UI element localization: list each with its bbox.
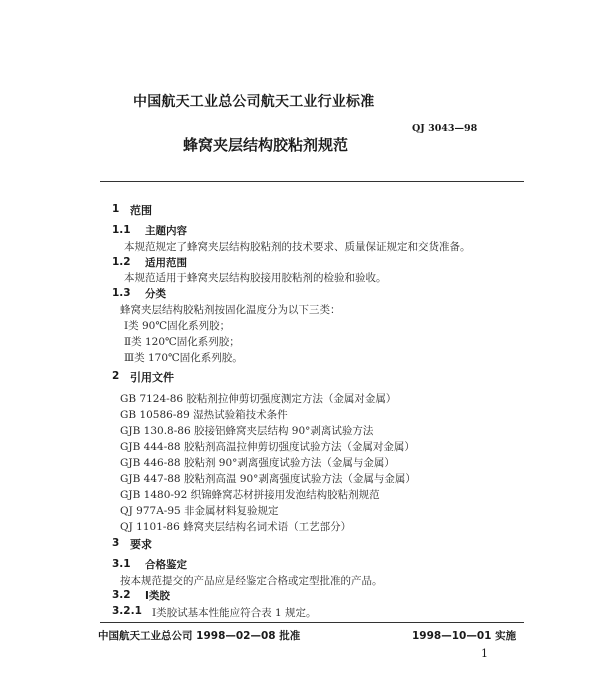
section-title-scope: 范围 bbox=[130, 204, 152, 217]
section-title-applicability: 适用范围 bbox=[145, 257, 187, 269]
paragraph: 按本规范提交的产品应是经鉴定合格或定型批准的产品。 bbox=[120, 575, 383, 587]
section-number: 3.2 bbox=[112, 589, 131, 601]
standard-code: QJ 3043—98 bbox=[412, 123, 478, 134]
paragraph: Ⅰ类胶试基本性能应符合表 1 规定。 bbox=[152, 607, 317, 619]
footer-rule bbox=[100, 622, 524, 623]
approval-line: 中国航天工业总公司 1998—02—08 批准 bbox=[98, 630, 301, 642]
implementation-date: 1998—10—01 实施 bbox=[412, 630, 517, 642]
section-number: 1 bbox=[112, 203, 120, 215]
reference-item: GJB 1480-92 织锦蜂窝芯材拼接用发泡结构胶粘剂规范 bbox=[120, 489, 380, 501]
reference-item: QJ 977A-95 非金属材料复验规定 bbox=[120, 505, 279, 517]
section-title-references: 引用文件 bbox=[130, 371, 174, 384]
section-title-requirements: 要求 bbox=[130, 538, 152, 551]
section-number: 3 bbox=[112, 537, 120, 549]
section-number: 1.3 bbox=[112, 287, 131, 299]
org-title: 中国航天工业总公司航天工业行业标准 bbox=[133, 94, 375, 110]
section-number: 1.1 bbox=[112, 224, 131, 236]
section-title-class-one: Ⅰ类胶 bbox=[145, 590, 170, 602]
reference-item: GJB 447-88 胶粘剂高温 90°剥离强度试验方法（金属与金属） bbox=[120, 473, 416, 485]
reference-item: GJB 130.8-86 胶接铝蜂窝夹层结构 90°剥离试验方法 bbox=[120, 425, 374, 437]
reference-item: GJB 444-88 胶粘剂高温拉伸剪切强度试验方法（金属对金属） bbox=[120, 441, 415, 453]
header-rule bbox=[100, 181, 524, 182]
paragraph: 蜂窝夹层结构胶粘剂按固化温度分为以下三类： bbox=[120, 304, 341, 316]
paragraph: 本规范规定了蜂窝夹层结构胶粘剂的技术要求、质量保证规定和交货准备。 bbox=[124, 241, 471, 253]
section-number: 3.2.1 bbox=[112, 605, 142, 617]
list-item: Ⅱ类 120℃固化系列胶； bbox=[124, 336, 240, 348]
reference-item: GJB 446-88 胶粘剂 90°剥离强度试验方法（金属与金属） bbox=[120, 457, 395, 469]
section-number: 1.2 bbox=[112, 256, 131, 268]
paragraph: 本规范适用于蜂窝夹层结构胶接用胶粘剂的检验和验收。 bbox=[124, 272, 387, 284]
list-item: Ⅰ类 90℃固化系列胶； bbox=[124, 320, 231, 332]
list-item: Ⅲ类 170℃固化系列胶。 bbox=[124, 352, 243, 364]
reference-item: GB 10586-89 湿热试验箱技术条件 bbox=[120, 409, 288, 421]
section-number: 2 bbox=[112, 370, 120, 382]
page-number: 1 bbox=[481, 647, 488, 660]
section-title-qualification: 合格鉴定 bbox=[145, 559, 187, 571]
reference-item: QJ 1101-86 蜂窝夹层结构名词术语（工艺部分） bbox=[120, 521, 352, 533]
reference-item: GB 7124-86 胶粘剂拉伸剪切强度测定方法（金属对金属） bbox=[120, 393, 397, 405]
section-title-subject: 主题内容 bbox=[145, 225, 187, 237]
doc-title: 蜂窝夹层结构胶粘剂规范 bbox=[183, 136, 349, 154]
section-title-classification: 分类 bbox=[145, 288, 166, 300]
section-number: 3.1 bbox=[112, 558, 131, 570]
